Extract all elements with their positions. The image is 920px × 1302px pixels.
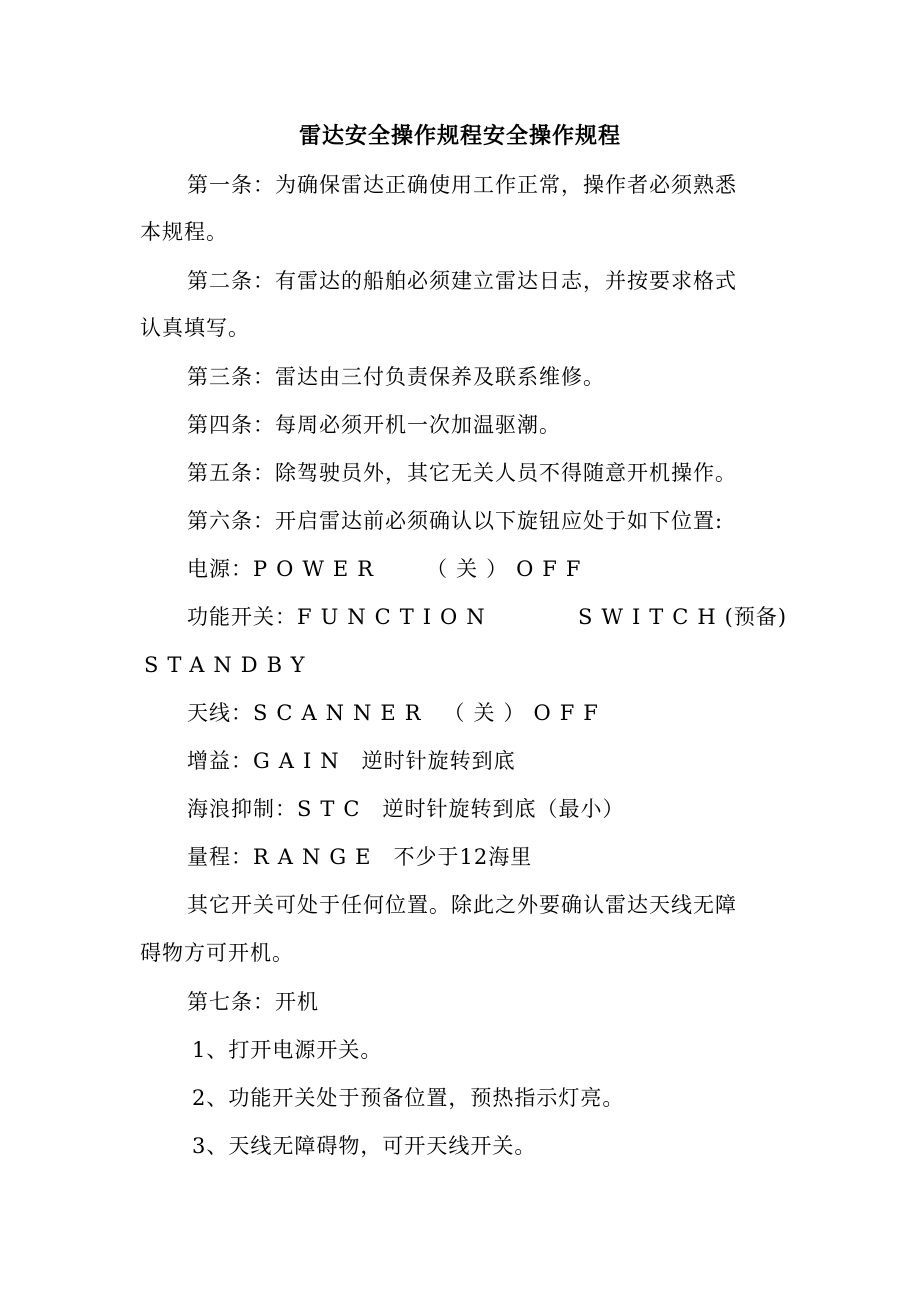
function-setting: [187, 602, 494, 632]
step-3: 3、天线无障碍物，可开天线开关。: [192, 1134, 537, 1158]
function-label: 功能开关：: [187, 605, 297, 629]
article-6: 第六条：开启雷达前必须确认以下旋钮应处于如下位置:: [187, 509, 724, 533]
scanner-setting: [187, 698, 607, 728]
switch-english: SWITCH: [578, 605, 725, 629]
gain-note: 逆时针旋转到底: [361, 749, 516, 773]
other-switches-line-2: 碍物方可开机。: [140, 941, 294, 965]
article-2-line-2: 认真填写。: [140, 316, 250, 340]
stc-english: STC: [297, 797, 369, 821]
document-title: 雷达安全操作规程安全操作规程: [298, 123, 621, 149]
function-english: FUNCTION: [297, 605, 494, 629]
gain-english: GAIN: [253, 749, 348, 773]
scanner-english: SCANNER: [253, 701, 430, 725]
stc-setting: [187, 794, 624, 824]
scanner-label: 天线：: [187, 701, 253, 725]
article-7: 第七条：开机: [187, 990, 319, 1014]
step-2: 2、功能开关处于预备位置，预热指示灯亮。: [192, 1086, 625, 1110]
article-3: 第三条：雷达由三付负责保养及联系维修。: [187, 365, 605, 389]
power-setting: [187, 554, 589, 584]
article-1-line-2: 本规程。: [140, 220, 228, 244]
range-note: 不少于12海里: [393, 845, 533, 869]
standby-chinese: (预备): [724, 605, 788, 629]
gain-label: 增益：: [187, 749, 253, 773]
range-setting: [187, 842, 532, 872]
scanner-state: （关）OFF: [443, 701, 607, 725]
standby-english: STANDBY: [144, 653, 314, 677]
article-4: 第四条：每周必须开机一次加温驱潮。: [187, 413, 561, 437]
step-1: 1、打开电源开关。: [192, 1038, 383, 1062]
article-1-line-1: 第一条：为确保雷达正确使用工作正常，操作者必须熟悉: [187, 173, 737, 197]
range-label: 量程：: [187, 845, 253, 869]
stc-note: 逆时针旋转到底（最小）: [382, 797, 625, 821]
power-label: 电源：: [187, 557, 253, 581]
range-english: RANGE: [253, 845, 380, 869]
article-5: 第五条：除驾驶员外，其它无关人员不得随意开机操作。: [187, 461, 737, 485]
gain-setting: [187, 746, 516, 776]
standby-setting: [144, 650, 314, 680]
switch-setting: [578, 602, 787, 632]
other-switches-line-1: 其它开关可处于任何位置。除此之外要确认雷达天线无障: [187, 893, 737, 917]
power-state: （关）OFF: [426, 557, 590, 581]
article-2-line-1: 第二条：有雷达的船舶必须建立雷达日志，并按要求格式: [187, 269, 737, 293]
power-english: POWER: [253, 557, 383, 581]
stc-label: 海浪抑制：: [187, 797, 297, 821]
